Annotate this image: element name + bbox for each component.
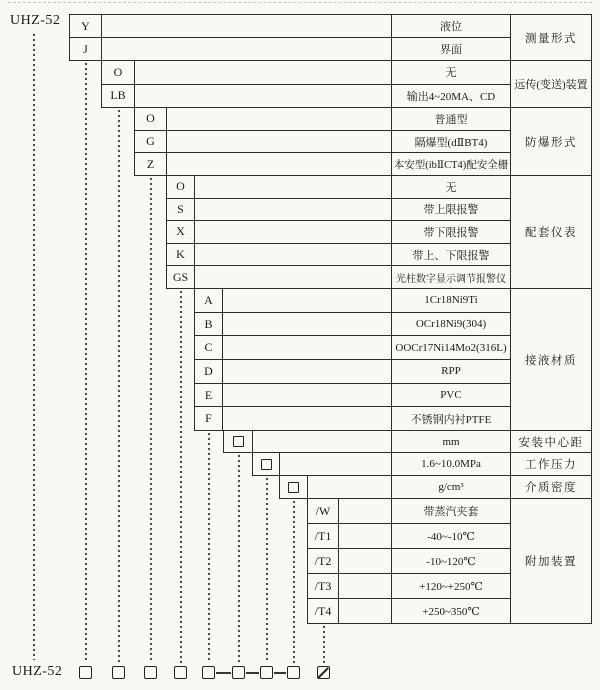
option-group xyxy=(134,107,592,176)
option-description: +120~+250℃ xyxy=(391,574,510,598)
option-description: 隔爆型(dⅡBT4) xyxy=(391,131,510,153)
option-code: /T4 xyxy=(308,599,339,623)
option-row xyxy=(195,384,510,408)
option-description: 带下限报警 xyxy=(391,221,510,243)
scan-artifact-line xyxy=(8,2,592,3)
empty-cell xyxy=(280,453,391,475)
option-description: +250~350℃ xyxy=(391,599,510,623)
empty-cell xyxy=(195,244,391,266)
option-code: S xyxy=(167,199,195,221)
option-row xyxy=(167,266,510,288)
option-description: 带上限报警 xyxy=(391,199,510,221)
dotted-leader xyxy=(85,63,87,663)
blank-box-icon xyxy=(232,666,245,679)
option-description: 带上、下限报警 xyxy=(391,244,510,266)
option-group xyxy=(101,60,592,108)
option-code: J xyxy=(70,38,102,60)
option-description: 普通型 xyxy=(391,108,510,130)
option-group xyxy=(307,498,592,624)
option-row xyxy=(195,289,510,313)
category-label: 远传(变送)装置 xyxy=(510,61,591,107)
empty-cell xyxy=(195,176,391,198)
option-row xyxy=(70,38,510,60)
option-code: /T1 xyxy=(308,524,339,548)
option-group xyxy=(279,475,592,499)
option-code: F xyxy=(195,407,223,430)
option-rows xyxy=(308,499,510,623)
option-code: G xyxy=(135,131,167,153)
option-code: /W xyxy=(308,499,339,523)
dotted-leader xyxy=(150,178,152,663)
blank-box-icon xyxy=(261,459,272,470)
option-description: 输出4~20MA、CD xyxy=(391,85,510,108)
option-description: OOCr17Ni14Mo2(316L) xyxy=(391,336,510,359)
empty-cell xyxy=(223,407,391,430)
slash-box-icon xyxy=(317,666,330,679)
option-description: 界面 xyxy=(391,38,510,60)
blank-box-icon xyxy=(112,666,125,679)
dotted-leader xyxy=(323,626,325,663)
option-description: 无 xyxy=(391,61,510,84)
option-row xyxy=(102,85,510,108)
option-code xyxy=(280,476,308,498)
slash-mark xyxy=(317,667,328,678)
model-label-bottom: UHZ-52 xyxy=(12,664,63,679)
option-description: PVC xyxy=(391,384,510,407)
empty-cell xyxy=(253,431,391,452)
empty-cell xyxy=(223,289,391,312)
option-code: O xyxy=(167,176,195,198)
option-row xyxy=(308,499,510,524)
blank-box-icon xyxy=(260,666,273,679)
option-code: O xyxy=(102,61,135,84)
option-row xyxy=(253,453,510,475)
option-description: 不锈钢内衬PTFE xyxy=(391,407,510,430)
category-label: 介质密度 xyxy=(510,476,591,498)
option-row xyxy=(308,524,510,549)
option-row xyxy=(135,153,510,175)
blank-box-icon xyxy=(144,666,157,679)
empty-cell xyxy=(135,85,391,108)
blank-box-icon xyxy=(79,666,92,679)
option-row xyxy=(135,131,510,154)
dotted-leader xyxy=(238,455,240,663)
blank-box-icon xyxy=(288,482,299,493)
option-rows xyxy=(195,289,510,430)
option-description: mm xyxy=(391,431,510,452)
category-label: 防爆形式 xyxy=(510,108,591,175)
empty-cell xyxy=(195,266,391,288)
empty-cell xyxy=(223,313,391,336)
option-rows xyxy=(280,476,510,498)
option-row xyxy=(195,313,510,337)
option-row xyxy=(102,61,510,85)
option-group xyxy=(69,14,592,61)
category-label: 附加装置 xyxy=(510,499,591,623)
option-description: RPP xyxy=(391,360,510,383)
option-description: OCr18Ni9(304) xyxy=(391,313,510,336)
empty-cell xyxy=(339,499,391,523)
option-row xyxy=(308,599,510,623)
empty-cell xyxy=(167,131,391,153)
empty-cell xyxy=(223,336,391,359)
option-row xyxy=(224,431,510,452)
option-description: 液位 xyxy=(391,15,510,37)
option-description: -40~-10℃ xyxy=(391,524,510,548)
blank-box-icon xyxy=(174,666,187,679)
option-description: 1.6~10.0MPa xyxy=(391,453,510,475)
option-code xyxy=(224,431,253,452)
option-description: 本安型(ibⅡCT4)配安全栅 xyxy=(391,153,510,175)
option-code: A xyxy=(195,289,223,312)
option-rows xyxy=(224,431,510,452)
option-group xyxy=(223,430,592,453)
option-group xyxy=(194,288,592,431)
option-description: 1Cr18Ni9Ti xyxy=(391,289,510,312)
option-description: 无 xyxy=(391,176,510,198)
option-code: /T2 xyxy=(308,549,339,573)
blank-box-icon xyxy=(287,666,300,679)
slot-connector-line xyxy=(246,672,259,674)
category-label: 测量形式 xyxy=(510,15,591,60)
option-rows xyxy=(70,15,510,60)
option-rows xyxy=(102,61,510,107)
category-label: 接液材质 xyxy=(510,289,591,430)
option-row xyxy=(195,407,510,430)
option-row xyxy=(195,336,510,360)
option-row xyxy=(167,244,510,267)
option-rows xyxy=(253,453,510,475)
empty-cell xyxy=(223,360,391,383)
dotted-leader xyxy=(33,34,35,660)
option-code: O xyxy=(135,108,167,130)
option-code: X xyxy=(167,221,195,243)
option-row xyxy=(167,199,510,222)
option-code: /T3 xyxy=(308,574,339,598)
empty-cell xyxy=(102,38,391,60)
option-description: 带蒸汽夹套 xyxy=(391,499,510,523)
option-row xyxy=(135,108,510,131)
model-label-top: UHZ-52 xyxy=(10,13,61,28)
dotted-leader xyxy=(266,478,268,663)
empty-cell xyxy=(167,108,391,130)
option-code: Z xyxy=(135,153,167,175)
option-code: E xyxy=(195,384,223,407)
category-label: 工作压力 xyxy=(510,453,591,475)
empty-cell xyxy=(102,15,391,37)
slot-connector-line xyxy=(216,672,231,674)
option-code: C xyxy=(195,336,223,359)
empty-cell xyxy=(195,221,391,243)
empty-cell xyxy=(223,384,391,407)
empty-cell xyxy=(339,599,391,623)
dotted-leader xyxy=(208,433,210,663)
option-code: K xyxy=(167,244,195,266)
dotted-leader xyxy=(180,291,182,663)
slot-connector-line xyxy=(274,672,286,674)
blank-box-icon xyxy=(202,666,215,679)
option-group xyxy=(252,452,592,476)
dotted-leader xyxy=(118,110,120,663)
option-code: Y xyxy=(70,15,102,37)
blank-box-icon xyxy=(233,436,244,447)
empty-cell xyxy=(167,153,391,175)
empty-cell xyxy=(135,61,391,84)
option-rows xyxy=(135,108,510,175)
option-row xyxy=(167,221,510,244)
option-row xyxy=(70,15,510,38)
option-code: LB xyxy=(102,85,135,108)
empty-cell xyxy=(339,574,391,598)
category-label: 安装中心距 xyxy=(510,431,591,452)
option-code: D xyxy=(195,360,223,383)
option-row xyxy=(308,549,510,574)
option-group xyxy=(166,175,592,289)
category-label: 配套仪表 xyxy=(510,176,591,288)
option-description: g/cm³ xyxy=(391,476,510,498)
option-code: GS xyxy=(167,266,195,288)
option-row xyxy=(308,574,510,599)
option-description: -10~120℃ xyxy=(391,549,510,573)
empty-cell xyxy=(339,549,391,573)
empty-cell xyxy=(195,199,391,221)
empty-cell xyxy=(339,524,391,548)
empty-cell xyxy=(308,476,391,498)
dotted-leader xyxy=(293,501,295,663)
option-code: B xyxy=(195,313,223,336)
option-code xyxy=(253,453,280,475)
option-row xyxy=(167,176,510,199)
option-description: 光柱数字显示调节报警仪 xyxy=(391,266,510,288)
option-rows xyxy=(167,176,510,288)
option-row xyxy=(280,476,510,498)
option-row xyxy=(195,360,510,384)
